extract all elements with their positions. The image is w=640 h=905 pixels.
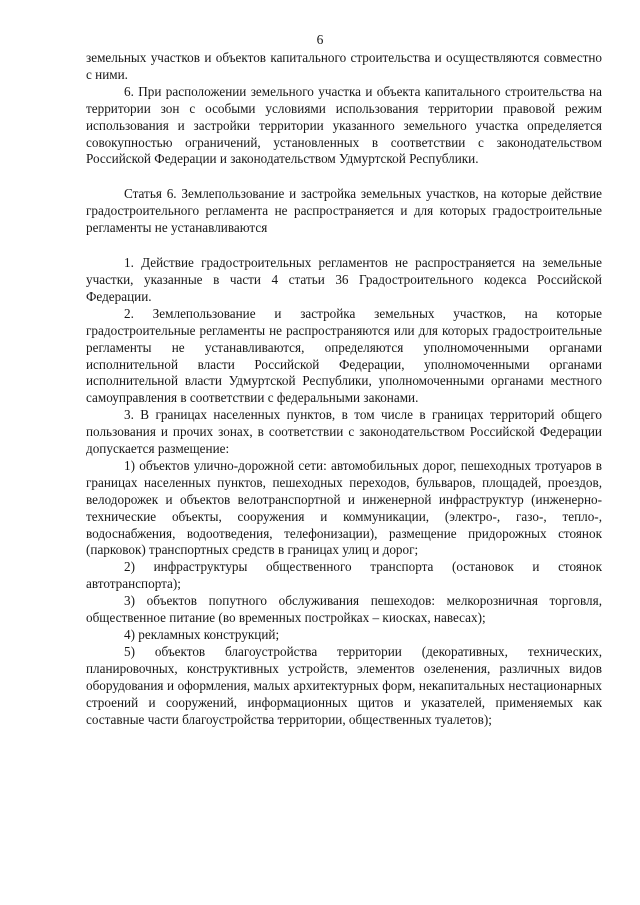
list-item-3: 3) объектов попутного обслуживания пешеходов: мелкорозничная торговля, общественное питание (во временных постройках – киосках, навесах); bbox=[86, 593, 602, 626]
document-body bbox=[86, 50, 602, 728]
page-number: 6 bbox=[316, 32, 324, 47]
list-item-4: 4) рекламных конструкций; bbox=[124, 627, 280, 642]
paragraph-article-3: 3. В границах населенных пунктов, в том числе в границах территорий общего пользования и прочих зонах, в соответствии с законодательством Российской Федерации допускается размещение: bbox=[86, 407, 602, 457]
paragraph-article-2: 2. Землепользование и застройка земельных участков, на которые градостроительные регламенты не распространяются или для которых градостроительные регламенты не устанавливаются, определяются уполномоченными органами исполнительной власти Российской Федерации, уполномоченными органами исполнительной власти Удмуртской Республики, уполномоченными органами местного самоуправления в соответствии с федеральными законами. bbox=[86, 305, 602, 406]
list-item-1: 1) объектов улично-дорожной сети: автомобильных дорог, пешеходных тротуаров в границах населенных пунктов, пешеходных переходов, бульваров, площадей, проездов, велодорожек и объектов велотранспортной и инженерной инфраструктур (инженерно-технические объекты, сооружения и коммуникации, (электро-, газо-, тепло-, водоснабжения, водоотведения, телефонизации), размещение придорожных стоянок (парковок) транспортных средств в границах улиц и дорог; bbox=[86, 457, 602, 558]
article-heading: Статья 6. Землепользование и застройка земельных участков, на которые действие градостроительного регламента не распространяется и для которых градостроительные регламенты не устанавливаются bbox=[86, 186, 602, 236]
paragraph-continuation: земельных участков и объектов капитального строительства и осуществляются совместно с ними. bbox=[86, 50, 602, 82]
paragraph-item-6: 6. При расположении земельного участка и объекта капитального строительства на территории зон с особыми условиями использования территории правовой режим использования и застройки территории указанного земельного участка определяется совокупностью ограничений, установленных в соответствии с законодательством Российской Федерации и законодательством Удмуртской Республики. bbox=[86, 83, 602, 167]
spacer bbox=[86, 237, 602, 255]
list-item-2: 2) инфраструктуры общественного транспорта (остановок и стоянок автотранспорта); bbox=[86, 559, 602, 592]
paragraph-article-1: 1. Действие градостроительных регламентов не распространяется на земельные участки, указанные в части 4 статьи 36 Градостроительного кодекса Российской Федерации. bbox=[86, 255, 602, 304]
list-item-5: 5) объектов благоустройства территории (декоративных, технических, планировочных, конструктивных устройств, элементов озеленения, различных видов оборудования и оформления, малых архитектурных форм, некапитальных нестационарных строений и сооружений, информационных щитов и указателей, применяемых как составные части благоустройства территории, общественных туалетов); bbox=[86, 643, 602, 727]
